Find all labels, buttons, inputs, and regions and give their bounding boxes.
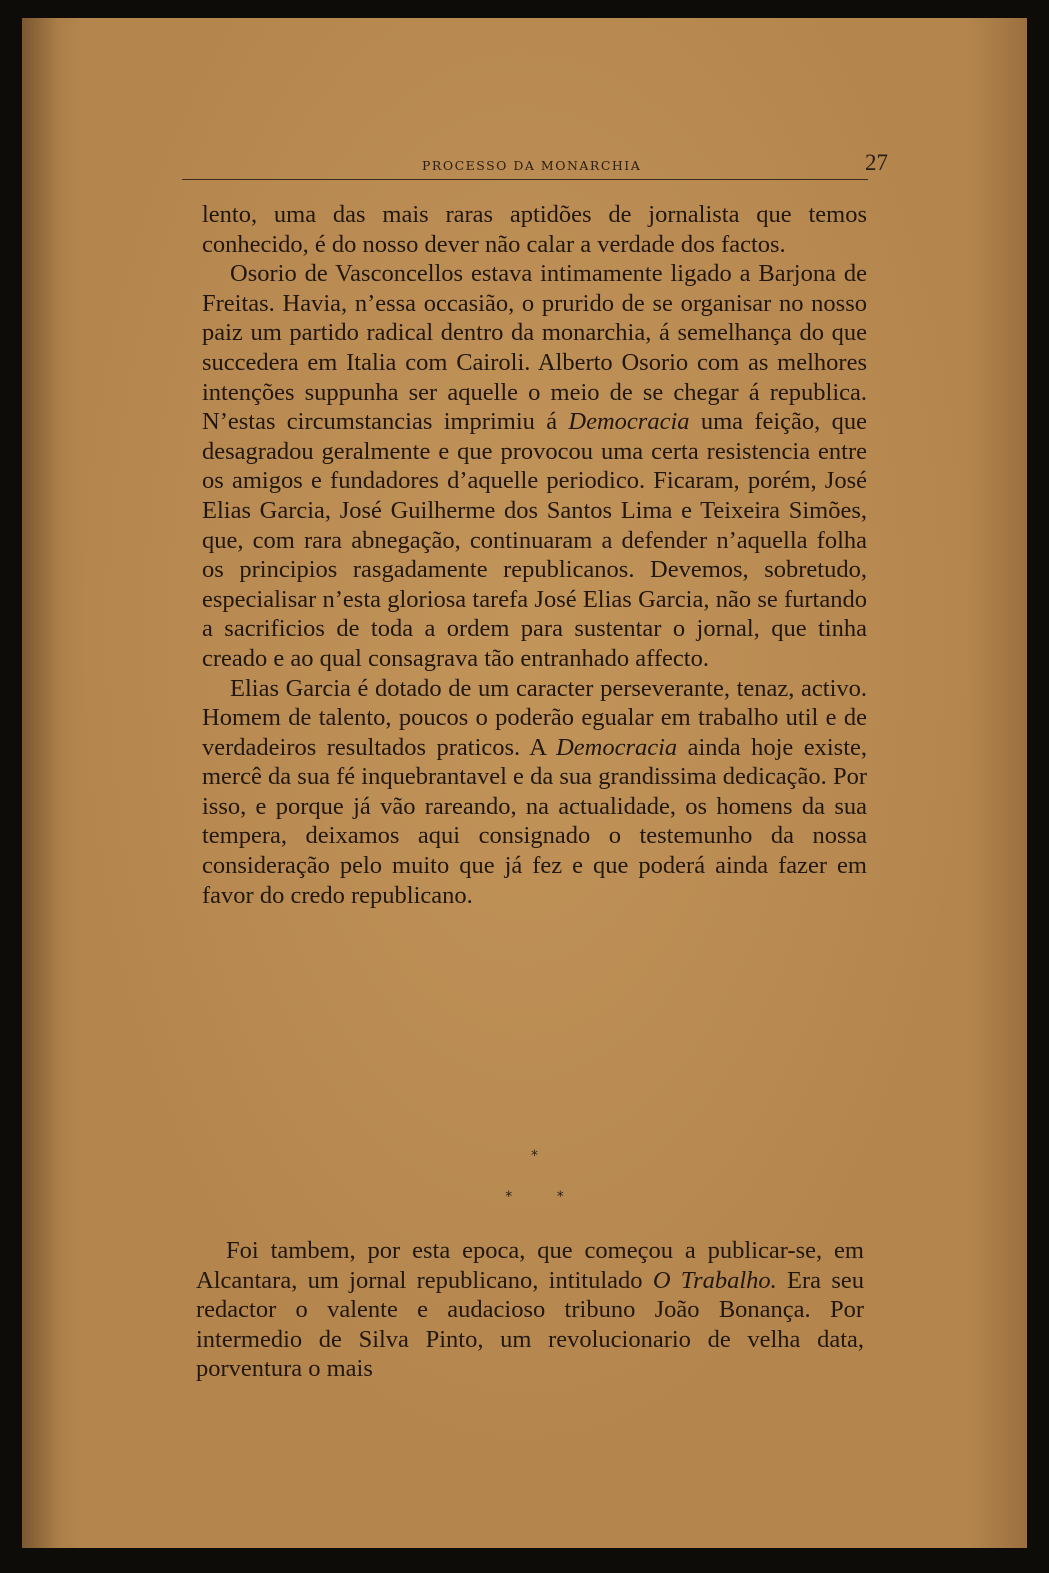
paragraph-4-text-a: Foi tambem, por esta epoca, que começou a publicar-se, em Alcantara, um jornal republicano, intitulado <box>196 1237 864 1294</box>
paragraph-3-text-a: Elias Garcia é dotado de um caracter perseverante, tenaz, activo. Homem de talento, poucos o poderão egualar em trabalho util e de verdadeiros resultados praticos. A <box>202 674 867 761</box>
paragraph-2 <box>202 259 867 673</box>
paragraph-4-italic-title: O Trabalho. <box>652 1266 777 1294</box>
paragraph-3-italic-title: Democracia <box>556 733 678 761</box>
paragraph-3-text-b: ainda hoje existe, mercê da sua fé inquebrantavel e da sua grandissima dedicação. Por isso, e porque já vão rareando, na actualidade, os homens da sua tempera, deixamos aqui consignado o testemunho da nossa consideração pelo muito que já fez e que poderá ainda fazer em favor do credo republicano. <box>202 733 867 909</box>
body-text-main <box>202 200 867 910</box>
paragraph-3 <box>202 674 867 911</box>
page-number: 27 <box>865 150 888 175</box>
header-rule <box>182 179 868 180</box>
page-header <box>182 150 892 180</box>
page-gutter-shadow <box>22 18 58 1548</box>
body-text-continued <box>196 1236 864 1384</box>
paragraph-4 <box>196 1236 864 1384</box>
paragraph-4-text-b: Era seu redactor o valente e audacioso tribuno João Bonança. Por intermedio de Silva Pinto, um revolucionario de velha data, porventura o mais <box>196 1266 864 1383</box>
running-title: PROCESSO DA MONARCHIA <box>422 158 642 173</box>
paragraph-2-text-b: uma feição, que desagradou geralmente e que provocou uma certa resistencia entre os amigos e fundadores d’aquelle periodico. Ficaram, porém, José Elias Garcia, José Guilherme dos Santos Lima e Teixeira Simões, que, com rara abnegação, continuaram a defender n’aquella folha os principios rasgadamente republicanos. Devemos, sobretudo, especialisar n’esta gloriosa tarefa José Elias Garcia, não se furtando a sacrificios de toda a ordem para sustentar o jornal, que tinha creado e ao qual consagrava tão entranhado affecto. <box>202 408 867 672</box>
paragraph-1 <box>202 200 867 259</box>
paragraph-2-italic-title: Democracia <box>568 408 690 436</box>
paragraph-1-text: lento, uma das mais raras aptidões de jornalista que temos conhecido, é do nosso dever não calar a verdade dos factos. <box>202 201 867 258</box>
section-divider-top: * <box>531 1148 538 1164</box>
paragraph-2-text-a: Osorio de Vasconcellos estava intimamente ligado a Barjona de Freitas. Havia, n’essa occasião, o prurido de se organisar no nosso paiz um partido radical dentro da monarchia, á semelhança do que succedera em Italia com Cairoli. Alberto Osorio com as melhores intenções suppunha ser aquelle o meio de se chegar á republica. N’estas circumstancias imprimiu á <box>202 260 867 436</box>
section-divider-bottom: * * <box>505 1189 564 1205</box>
